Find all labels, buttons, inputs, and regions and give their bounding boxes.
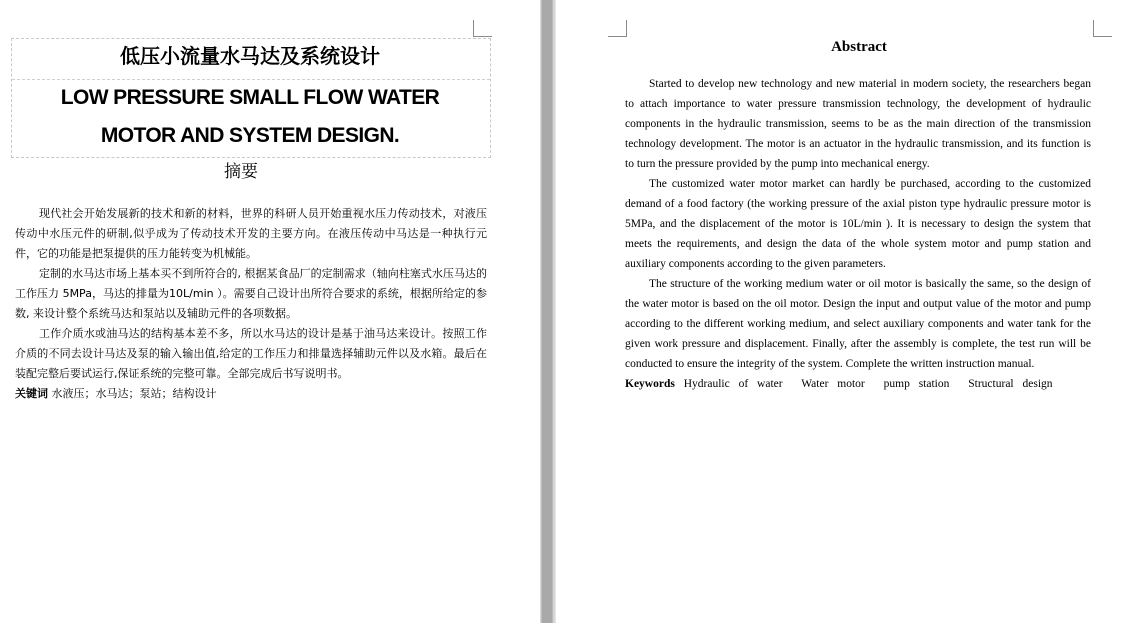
chinese-abstract-heading: 摘要: [224, 162, 258, 182]
english-keywords-line: [625, 374, 1091, 394]
chinese-title: 低压小流量水马达及系统设计: [120, 44, 380, 68]
page-left[interactable]: [0, 0, 540, 623]
english-title-line-1: LOW PRESSURE SMALL FLOW WATER: [60, 86, 440, 109]
crop-mark-top-left: [608, 20, 627, 37]
english-keyword-3: pump station: [883, 378, 950, 390]
chinese-keywords-label: 关键词: [15, 387, 48, 400]
title-frame-divider: [12, 79, 490, 80]
english-keyword-1: Hydraulic of water: [683, 378, 783, 390]
chinese-paragraph-2: 定制的水马达市场上基本买不到所符合的, 根据某食品厂的定制需求（轴向柱塞式水压马达的工作压力 5MPa，马达的排量为10L/min ）。需要自己设计出所符合要求的系统，根据所给定的参数, 来设计整个系统马达和泵站以及辅助元件的各项数据。: [15, 267, 487, 320]
english-keyword-2: Water motor: [801, 378, 865, 390]
page-gutter-divider: [540, 0, 556, 623]
crop-mark-top-right: [1093, 20, 1112, 37]
chinese-abstract-body: [15, 204, 487, 404]
chinese-keywords-line: [15, 384, 487, 404]
english-abstract-heading: Abstract: [831, 39, 887, 55]
english-paragraph-1: Started to develop new technology and new material in modern society, the researchers began to attach importance to water pressure transmission technology, the development of hydraulic components in the hydraulic transmission, seems to be as the main direction of the transmission technology development. The motor is an actuator in the hydraulic transmission, and its function is to turn the pressure provided by the pump into mechanical energy.: [625, 78, 1091, 170]
crop-mark-top-right: [473, 20, 492, 37]
english-abstract-body: [625, 74, 1091, 394]
english-paragraph-2: The customized water motor market can hardly be purchased, according to the customized demand of a food factory (the working pressure of the axial piston type hydraulic pressure motor is 5MPa, and the displacement of the motor is 10L/min ). It is necessary to design the system that meets the requirements, and design the data of the whole system motor and pump station and auxiliary components according to the given parameters.: [625, 178, 1091, 270]
english-title-line-2: MOTOR AND SYSTEM DESIGN.: [100, 124, 400, 147]
english-keyword-4: Structural design: [968, 378, 1053, 390]
chinese-paragraph-1: 现代社会开始发展新的技术和新的材料，世界的科研人员开始重视水压力传动技术，对液压传动中水压元件的研制,似乎成为了传动技术开发的主要方向。在液压传动中马达是一种执行元件，它的功能是把泵提供的压力能转变为机械能。: [15, 207, 487, 260]
english-keywords-label: Keywords: [625, 378, 675, 390]
chinese-keywords: 水液压；水马达；泵站；结构设计: [51, 387, 217, 400]
chinese-paragraph-3: 工作介质水或油马达的结构基本差不多，所以水马达的设计是基于油马达来设计。按照工作介质的不同去设计马达及泵的输入输出值,给定的工作压力和排量选择辅助元件以及水箱。最后在装配完整后要试运行,保证系统的完整可靠。全部完成后书写说明书。: [15, 327, 487, 380]
english-paragraph-3: The structure of the working medium water or oil motor is basically the same, so the design of the water motor is based on the oil motor. Design the input and output value of the motor and pump according to the different working medium, and select auxiliary components and water tank for the given work pressure and displacement. Finally, after the assembly is complete, the test run will be conducted to ensure the integrity of the system. Complete the written instruction manual.: [625, 278, 1091, 370]
